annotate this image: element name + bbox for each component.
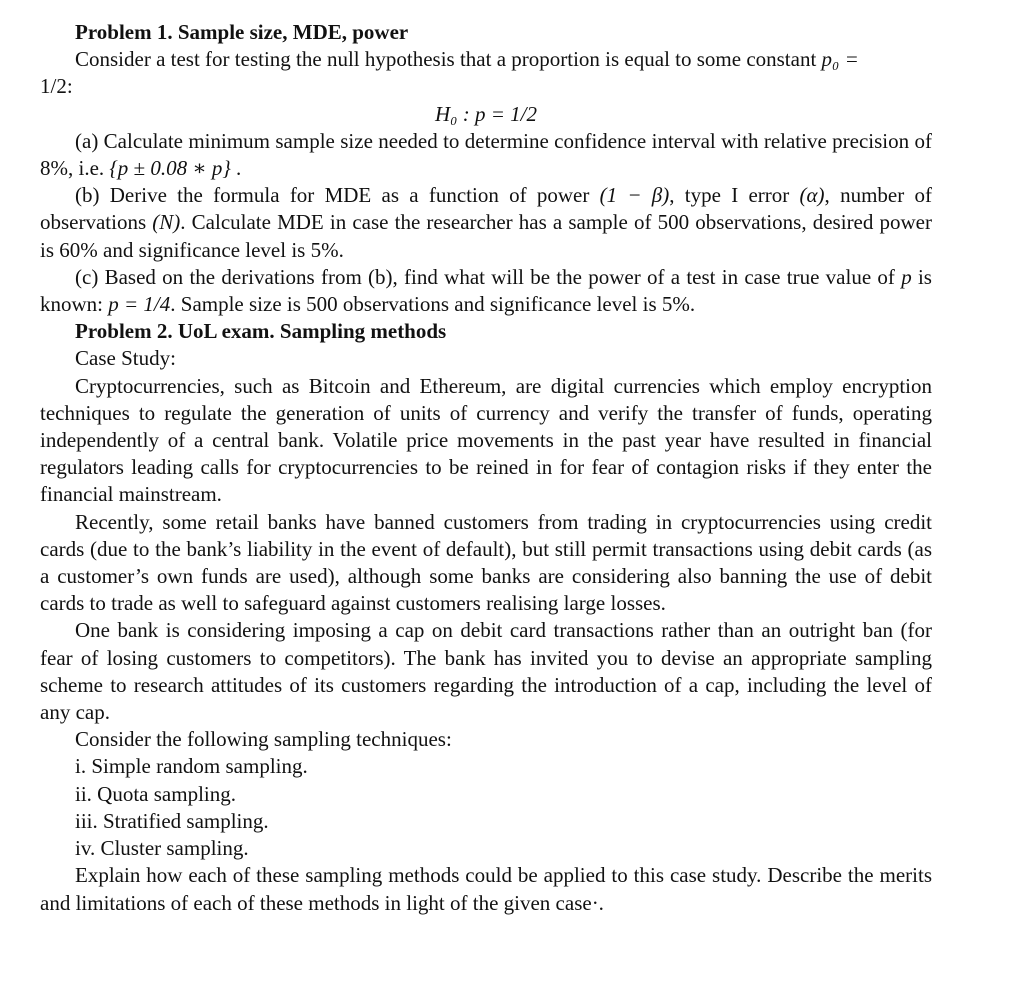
technique-item: ii. Quota sampling. — [75, 781, 236, 806]
technique-item: i. Simple random sampling. — [75, 754, 308, 779]
consider-techniques: Consider the following sampling techniques: — [75, 727, 452, 752]
part-c-p: p — [901, 264, 912, 289]
part-c-text-2: is known: — [40, 264, 932, 317]
part-b-n: (N) — [152, 210, 181, 235]
part-c-text: (c) Based on the derivations from (b), find what will be the power of a test in case true value of — [75, 264, 902, 289]
part-a-text: (a) Calculate minimum sample size needed to determine confidence interval with relative precision of 8%, i.e. — [40, 128, 932, 181]
case-paragraph-2: Recently, some retail banks have banned customers from trading in cryptocurrencies using credit cards (due to the bank’s liability in the event of default), but still permit transactions using debit cards (as a customer’s own funds are used), although some banks are considering also banning the use of debit cards to trade as well to safeguard against customers realising large losses. — [40, 509, 932, 616]
part-b-text-2: , type I error — [669, 183, 800, 208]
problem1-part-b — [40, 182, 932, 264]
problem1-intro — [40, 46, 932, 100]
problem1-intro-text: Consider a test for testing the null hypothesis that a proportion is equal to some constant — [75, 47, 822, 72]
part-b-alpha: (α) — [799, 183, 825, 208]
problem2-title: Problem 2. UoL exam. Sampling methods — [75, 319, 447, 344]
part-a-math: {p ± 0.08 ∗ p} — [109, 156, 231, 181]
part-b-text-3: , number of observations — [40, 183, 932, 235]
technique-item: iii. Stratified sampling. — [75, 808, 269, 833]
p0-symbol: p₀ = — [821, 47, 859, 72]
part-c-value: p = 1/4 — [108, 292, 171, 317]
problem1-intro-end: 1/2: — [40, 74, 73, 99]
part-b-power: (1 − β) — [599, 183, 670, 208]
problem1-title: Problem 1. Sample size, MDE, power — [75, 20, 409, 44]
problem1-part-a — [40, 128, 932, 182]
part-c-text-3: . Sample size is 500 observations and significance level is 5%. — [170, 292, 696, 317]
task-paragraph: Explain how each of these sampling methods could be applied to this case study. Describe the merits and limitations of each of these methods in light of the given case·. — [40, 863, 932, 915]
document — [40, 19, 932, 917]
problem1-part-c — [40, 264, 932, 318]
part-a-end: . — [230, 156, 242, 181]
part-b-text-4: . Calculate MDE in case the researcher has a sample of 500 observations, desired power is 60% and significance level is 5%. — [40, 210, 932, 262]
case-study-label: Case Study: — [75, 346, 176, 371]
case-paragraph-3: One bank is considering imposing a cap on debit card transactions rather than an outright ban (for fear of losing customers to competitors). The bank has invited you to devise an appropriate sampling scheme to research attitudes of its customers regarding the introduction of a cap, including the level of any cap. — [40, 618, 932, 725]
case-paragraph-1: Cryptocurrencies, such as Bitcoin and Ethereum, are digital currencies which employ encryption techniques to regulate the generation of units of currency and verify the transfer of funds, operating independently of a central bank. Volatile price movements in the past year have resulted in financial regulators leading calls for cryptocurrencies to be reined in for fear of contagion risks if they enter the financial mainstream. — [40, 373, 932, 507]
null-hypothesis-equation: H₀ : p = 1/2 — [435, 101, 537, 126]
part-b-text: (b) Derive the formula for MDE as a function of power — [75, 183, 600, 208]
technique-item: iv. Cluster sampling. — [75, 836, 249, 861]
